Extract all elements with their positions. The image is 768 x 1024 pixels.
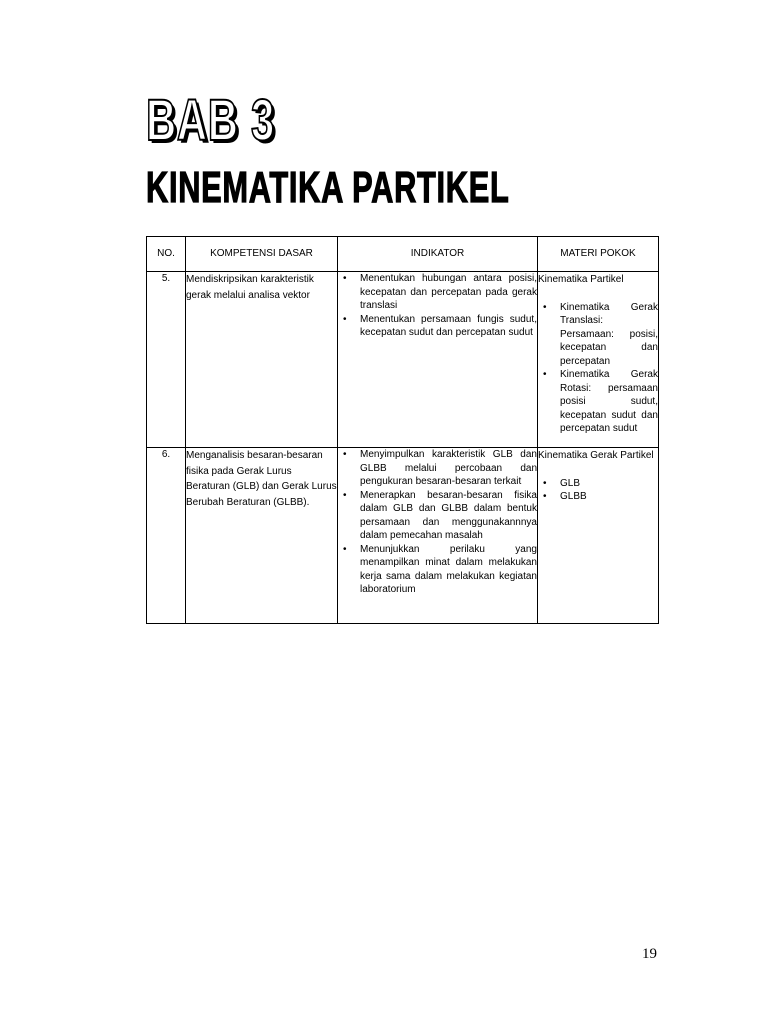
table-header-row: [147, 237, 659, 272]
materi-item: • Kinematika Gerak Rotasi: persamaan posisi sudut, kecepatan sudut dan percepatan sudut: [538, 368, 658, 436]
indikator-item: • Menentukan persamaan fungis sudut, kecepatan sudut dan percepatan sudut: [338, 313, 537, 340]
header-no: NO.: [147, 237, 186, 272]
indikator-item: • Menerapkan besaran-besaran fisika dalam GLB dan GLBB dalam bentuk persamaan dan menggunakannnya dalam pemecahan masalah: [338, 489, 537, 543]
table-row: [147, 272, 659, 448]
materi-item: • GLBB: [538, 490, 658, 504]
table-row: [147, 448, 659, 624]
indikator-item: • Menunjukkan perilaku yang menampilkan minat dalam melakukan kerja sama dalam melakukan kegiatan laboratorium: [338, 543, 537, 597]
materi-title: Kinematika Gerak Partikel: [538, 450, 654, 461]
materi-item: • Kinematika Gerak Translasi: Persamaan: posisi, kecepatan dan percepatan: [538, 301, 658, 369]
materi-cell: [538, 272, 659, 448]
chapter-heading: BAB 3: [146, 88, 275, 153]
indikator-item: • Menentukan hubungan antara posisi, kecepatan dan percepatan pada gerak translasi: [338, 272, 537, 313]
indikator-item: • Menyimpulkan karakteristik GLB dan GLBB melalui percobaan dan pengukuran besaran-besaran terkait: [338, 448, 537, 489]
materi-item: • GLB: [538, 477, 658, 491]
kompetensi-cell: Mendiskripsikan karakteristik gerak melalui analisa vektor: [186, 272, 338, 448]
header-materi: MATERI POKOK: [538, 237, 659, 272]
row-number: 6.: [147, 448, 186, 624]
indikator-cell: [338, 272, 538, 448]
materi-title: Kinematika Partikel: [538, 274, 624, 285]
header-indikator: INDIKATOR: [338, 237, 538, 272]
chapter-title: KINEMATIKA PARTIKEL: [146, 163, 510, 212]
kompetensi-cell: Menganalisis besaran-besaran fisika pada Gerak Lurus Beraturan (GLB) dan Gerak Lurus Berubah Beraturan (GLBB).: [186, 448, 338, 624]
indikator-cell: [338, 448, 538, 624]
row-number: 5.: [147, 272, 186, 448]
competency-table: [146, 236, 659, 624]
header-kompetensi: KOMPETENSI DASAR: [186, 237, 338, 272]
materi-cell: [538, 448, 659, 624]
page-number: 19: [642, 946, 657, 962]
